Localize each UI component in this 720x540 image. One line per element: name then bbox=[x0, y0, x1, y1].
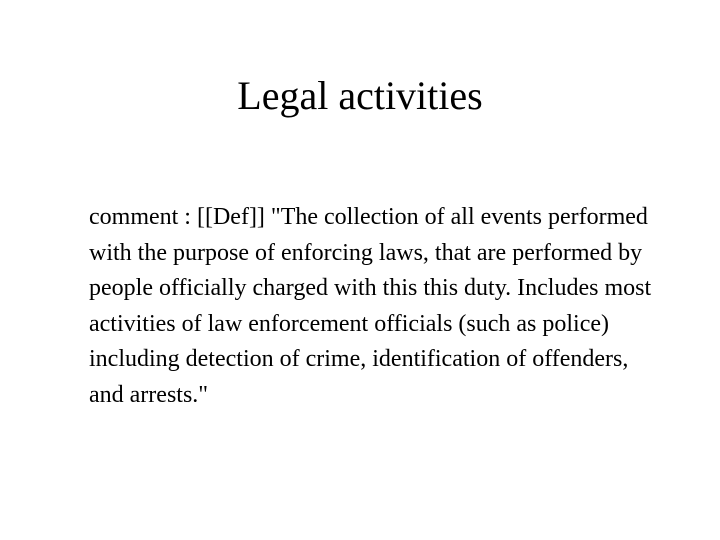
slide-title: Legal activities bbox=[237, 73, 483, 118]
slide-body bbox=[89, 200, 669, 413]
definition-text: comment : [[Def]] "The collection of all events performed with the purpose of enforcing laws, that are performed by people officially charged with this this duty. Includes most activities of law enforcement officials (such as police) including detection of crime, identification of offenders, and arrests." bbox=[89, 204, 652, 408]
slide-title-container bbox=[0, 70, 720, 122]
